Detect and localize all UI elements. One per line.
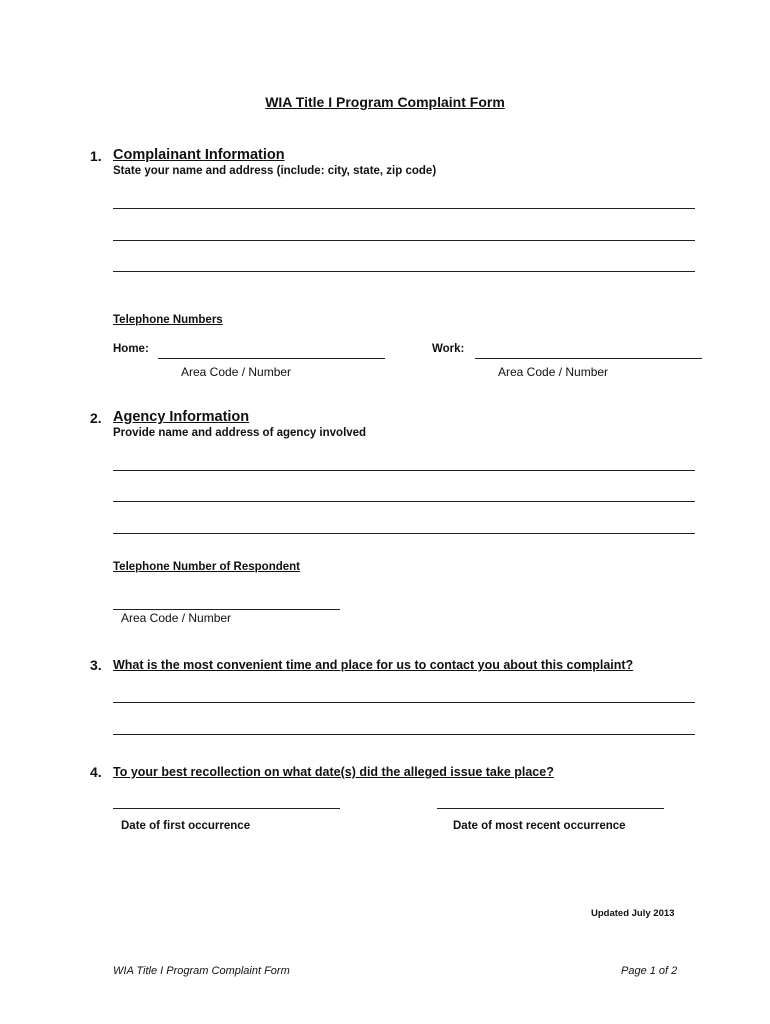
- agency-address-line-2[interactable]: [113, 501, 695, 502]
- section-1-subheading: State your name and address (include: city, state, zip code): [113, 165, 437, 177]
- agency-address-line-1[interactable]: [113, 470, 695, 471]
- work-phone-line[interactable]: [475, 358, 702, 359]
- home-phone-caption: Area Code / Number: [181, 365, 292, 379]
- section-3-number: 3.: [90, 657, 102, 673]
- section-2-number: 2.: [90, 410, 102, 426]
- complainant-address-line-3[interactable]: [113, 271, 695, 272]
- complainant-address-line-1[interactable]: [113, 208, 695, 209]
- work-phone-caption: Area Code / Number: [498, 365, 609, 379]
- section-4-number: 4.: [90, 764, 102, 780]
- work-label: Work:: [432, 343, 465, 355]
- section-1-number: 1.: [90, 148, 102, 164]
- recent-occurrence-caption: Date of most recent occurrence: [453, 820, 626, 832]
- contact-time-line-1[interactable]: [113, 702, 695, 703]
- respondent-phone-heading: Telephone Number of Respondent: [113, 561, 300, 573]
- form-title: WIA Title I Program Complaint Form: [265, 94, 505, 110]
- contact-time-line-2[interactable]: [113, 734, 695, 735]
- home-label: Home:: [113, 343, 149, 355]
- section-4-question: To your best recollection on what date(s) did the alleged issue take place?: [113, 765, 554, 779]
- telephone-numbers-heading: Telephone Numbers: [113, 314, 223, 326]
- first-occurrence-caption: Date of first occurrence: [121, 820, 251, 832]
- updated-date: Updated July 2013: [591, 908, 675, 919]
- section-2-heading: Agency Information: [113, 409, 250, 425]
- section-1-heading: Complainant Information: [113, 147, 285, 163]
- respondent-phone-caption: Area Code / Number: [121, 611, 232, 625]
- recent-occurrence-line[interactable]: [437, 808, 664, 809]
- agency-address-line-3[interactable]: [113, 533, 695, 534]
- home-phone-line[interactable]: [158, 358, 385, 359]
- respondent-phone-line[interactable]: [113, 609, 340, 610]
- section-3-question: What is the most convenient time and place for us to contact you about this complaint?: [113, 658, 634, 672]
- footer-form-name: WIA Title I Program Complaint Form: [113, 965, 290, 977]
- complainant-address-line-2[interactable]: [113, 240, 695, 241]
- footer-page-number: Page 1 of 2: [621, 965, 678, 977]
- section-2-subheading: Provide name and address of agency involved: [113, 427, 367, 439]
- first-occurrence-line[interactable]: [113, 808, 340, 809]
